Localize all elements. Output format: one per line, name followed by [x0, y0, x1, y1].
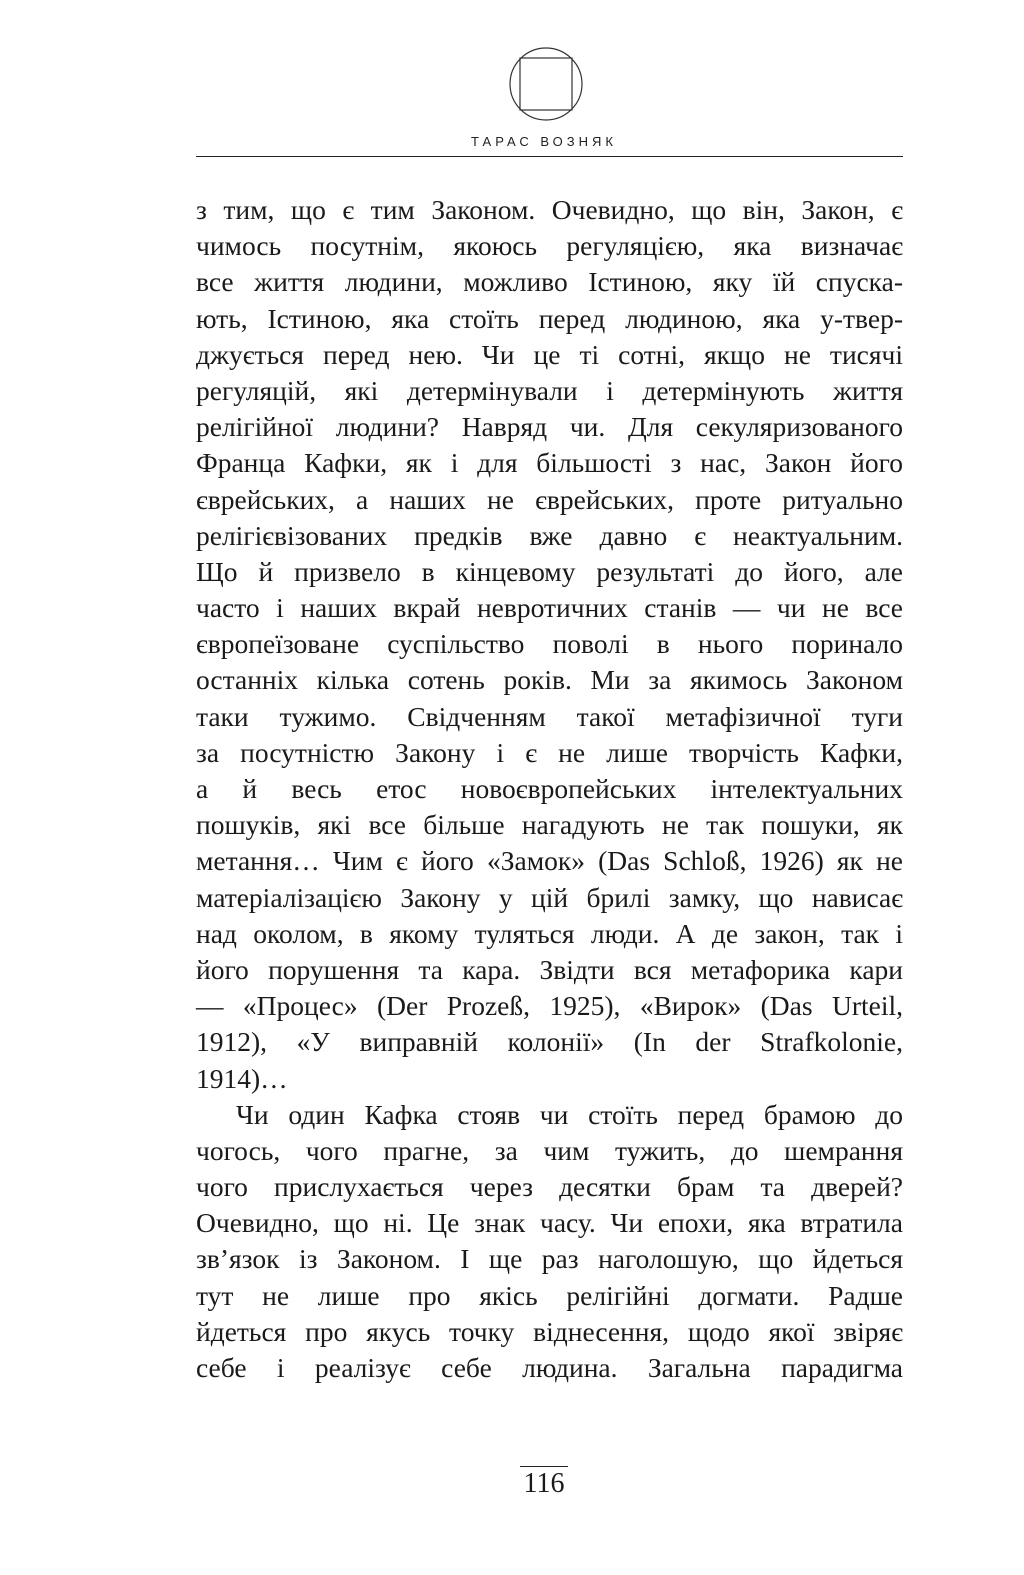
text-line: єврейських, а наших не єврейських, проте ритуально	[196, 483, 903, 515]
text-line: чимось посутнім, якоюсь регуляцією, яка визначає	[196, 230, 903, 262]
text-line: Очевидно, що ні. Це знак часу. Чи епохи, яка втратила	[196, 1207, 903, 1239]
text-line: себе і реалізує себе людина. Загальна парадигма	[196, 1352, 903, 1383]
text-line: 1912), «У виправній колонії» (In der Strafkolonie,	[196, 1026, 903, 1058]
text-line: з тим, що є тим Законом. Очевидно, що він, Закон, є	[196, 194, 903, 225]
text-line: ють, Істиною, яка стоїть перед людиною, яка у-твер-	[196, 302, 903, 334]
text-line: метання… Чим є його «Замок» (Das Schloß, 1926) як не	[196, 845, 903, 877]
text-line: тут не лише про якісь релігійні догмати. Радше	[196, 1279, 903, 1311]
circle-square-emblem-icon	[508, 46, 584, 122]
text-line: джується перед нею. Чи це ті сотні, якщо не тисячі	[196, 338, 903, 370]
text-line: його порушення та кара. Звідти вся метафорика кари	[196, 953, 903, 985]
text-line: таки тужимо. Свідченням такої метафізичної туги	[196, 700, 903, 732]
text-line: за посутністю Закону і є не лише творчість Кафки,	[196, 736, 903, 768]
text-line: релігієвізованих предків вже давно є неактуальним.	[196, 519, 903, 551]
text-line: над околом, в якому туляться люди. А де закон, так і	[196, 917, 903, 949]
text-line: — «Процес» (Der Prozeß, 1925), «Вирок» (Das Urteil,	[196, 990, 903, 1022]
text-line: чого прислухається через десятки брам та дверей?	[196, 1171, 903, 1203]
text-line: чогось, чого прагне, за чим тужить, до шемрання	[196, 1134, 903, 1166]
page-number	[0, 1466, 1024, 1501]
paragraph-1	[196, 192, 903, 1097]
text-line: останніх кілька сотень років. Ми за якимось Законом	[196, 664, 903, 696]
text-line: Що й призвело в кінцевому результаті до його, але	[196, 555, 903, 587]
text-line: матеріалізацією Закону у цій брилі замку, що нависає	[196, 881, 903, 913]
text-line: часто і наших вкрай невротичних станів — чи не все	[196, 592, 903, 624]
paragraph-2	[196, 1097, 903, 1387]
text-line: релігійної людини? Навряд чи. Для секуляризованого	[196, 411, 903, 443]
text-line: все життя людини, можливо Істиною, яку їй спуска-	[196, 266, 903, 298]
running-head: ТАРАС ВОЗНЯК	[471, 134, 617, 149]
text-line: регуляцій, які детермінували і детермінують життя	[196, 374, 903, 406]
page-number-label: 116	[520, 1466, 569, 1501]
text-line: Чи один Кафка стояв чи стоїть перед брамою до	[236, 1098, 903, 1130]
text-line: зв’язок із Законом. І ще раз наголошую, що йдеться	[196, 1243, 903, 1275]
text-line: а й весь етос новоєвропейських інтелектуальних	[196, 773, 903, 804]
text-line: пошуків, які все більше нагадують не так пошуки, як	[196, 809, 903, 841]
text-line: європеїзоване суспільство поволі в нього поринало	[196, 628, 903, 660]
text-line: Франца Кафки, як і для більшості з нас, Закон його	[196, 447, 903, 479]
header-rule	[196, 156, 903, 157]
body-text	[196, 192, 903, 1386]
text-line: 1914)…	[196, 1062, 288, 1094]
text-line: йдеться про якусь точку віднесення, щодо якої звіряє	[196, 1315, 903, 1347]
